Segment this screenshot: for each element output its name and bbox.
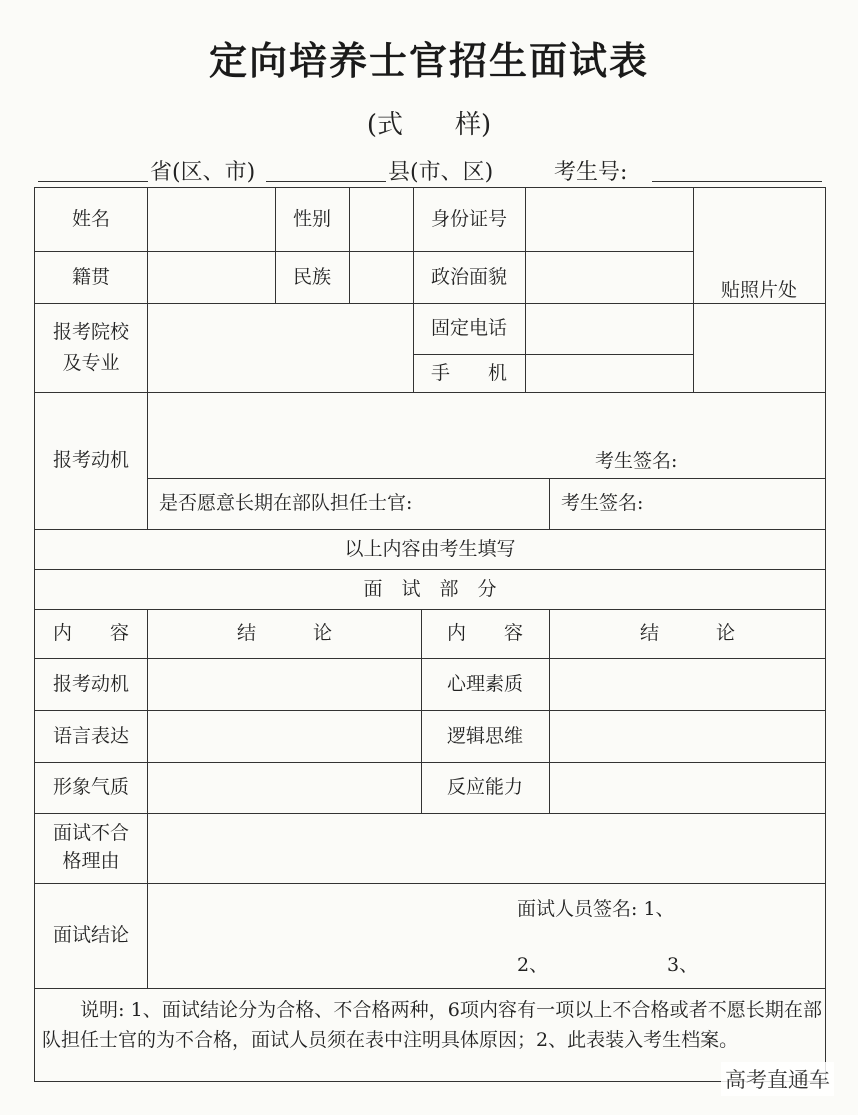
watermark: 高考直通车 [721, 1062, 834, 1096]
school-major-label [35, 303, 147, 392]
candidate-signature-label: 考生签名: [595, 449, 678, 472]
item-reaction: 反应能力 [446, 776, 523, 799]
county-blank[interactable] [266, 181, 386, 182]
mobile-label: 手 机 [430, 361, 507, 384]
gender-label: 性别 [292, 208, 331, 231]
item-appearance: 形象气质 [52, 776, 129, 799]
mobile-field[interactable] [526, 354, 693, 392]
landline-field[interactable] [526, 303, 693, 354]
item-expression-result[interactable] [148, 710, 421, 762]
ethnicity-label: 民族 [292, 265, 331, 288]
exam-number-label: 考生号: [554, 160, 628, 185]
candidate-fill-note: 以上内容由考生填写 [344, 537, 516, 560]
item-motivation: 报考动机 [52, 672, 129, 695]
item-reaction-result[interactable] [550, 762, 825, 813]
conclusion-header-left: 结 论 [236, 622, 332, 645]
item-logic-result[interactable] [550, 710, 825, 762]
motivation-label: 报考动机 [52, 449, 129, 472]
conclusion-header-right: 结 论 [639, 622, 735, 645]
id-number-label: 身份证号 [430, 208, 507, 231]
willing-long-term-label: 是否愿意长期在部队担任士官: [159, 492, 413, 515]
name-field[interactable] [148, 188, 275, 251]
name-label: 姓名 [71, 208, 110, 231]
form-subtitle: (式 样) [366, 110, 492, 140]
interviewer-signature-2: 2、 [517, 953, 549, 976]
gender-field[interactable] [350, 188, 413, 251]
school-major-field[interactable] [148, 303, 413, 392]
interview-section-title: 面 试 部 分 [363, 577, 497, 600]
political-status-label: 政治面貌 [430, 265, 507, 288]
candidate-signature-label-2: 考生签名: [561, 492, 644, 515]
item-motivation-result[interactable] [148, 658, 421, 710]
landline-label: 固定电话 [430, 317, 507, 340]
political-status-field[interactable] [526, 251, 693, 303]
province-label: 省(区、市) [150, 160, 256, 185]
interview-form-table [34, 187, 826, 1082]
school-major-label-line1: 报考院校 [52, 321, 129, 344]
header-line [38, 155, 828, 187]
form-title: 定向培养士官招生面试表 [208, 39, 649, 83]
county-label: 县(市、区) [388, 160, 494, 185]
item-logic: 逻辑思维 [446, 724, 523, 747]
interviewer-signature-label: 面试人员签名: 1、 [517, 897, 675, 920]
exam-number-blank[interactable] [652, 181, 822, 182]
fail-reason-field[interactable] [148, 813, 825, 883]
photo-placeholder[interactable]: 贴照片处 [720, 278, 797, 301]
conclusion-label: 面试结论 [52, 924, 129, 947]
item-appearance-result[interactable] [148, 762, 421, 813]
interviewer-signature-3: 3、 [667, 953, 699, 976]
school-major-label-line2: 及专业 [62, 351, 120, 374]
content-header-left: 内 容 [52, 622, 129, 645]
fail-reason-label [35, 813, 147, 883]
native-place-label: 籍贯 [71, 265, 110, 288]
fail-reason-label-line1: 面试不合 [52, 822, 129, 845]
province-blank[interactable] [38, 181, 148, 182]
motivation-field[interactable] [148, 392, 825, 478]
ethnicity-field[interactable] [350, 251, 413, 303]
native-place-field[interactable] [148, 251, 275, 303]
item-psychology: 心理素质 [446, 672, 523, 695]
item-expression: 语言表达 [52, 724, 129, 747]
item-psychology-result[interactable] [550, 658, 825, 710]
id-number-field[interactable] [526, 188, 693, 251]
form-note: 说明: 1、面试结论分为合格、不合格两种，6项内容有一项以上不合格或者不愿长期在部队担任士官的为不合格，面试人员须在表中注明具体原因；2、此表装入考生档案。 [42, 999, 822, 1051]
content-header-right: 内 容 [446, 622, 523, 645]
fail-reason-label-line2: 格理由 [62, 850, 120, 872]
